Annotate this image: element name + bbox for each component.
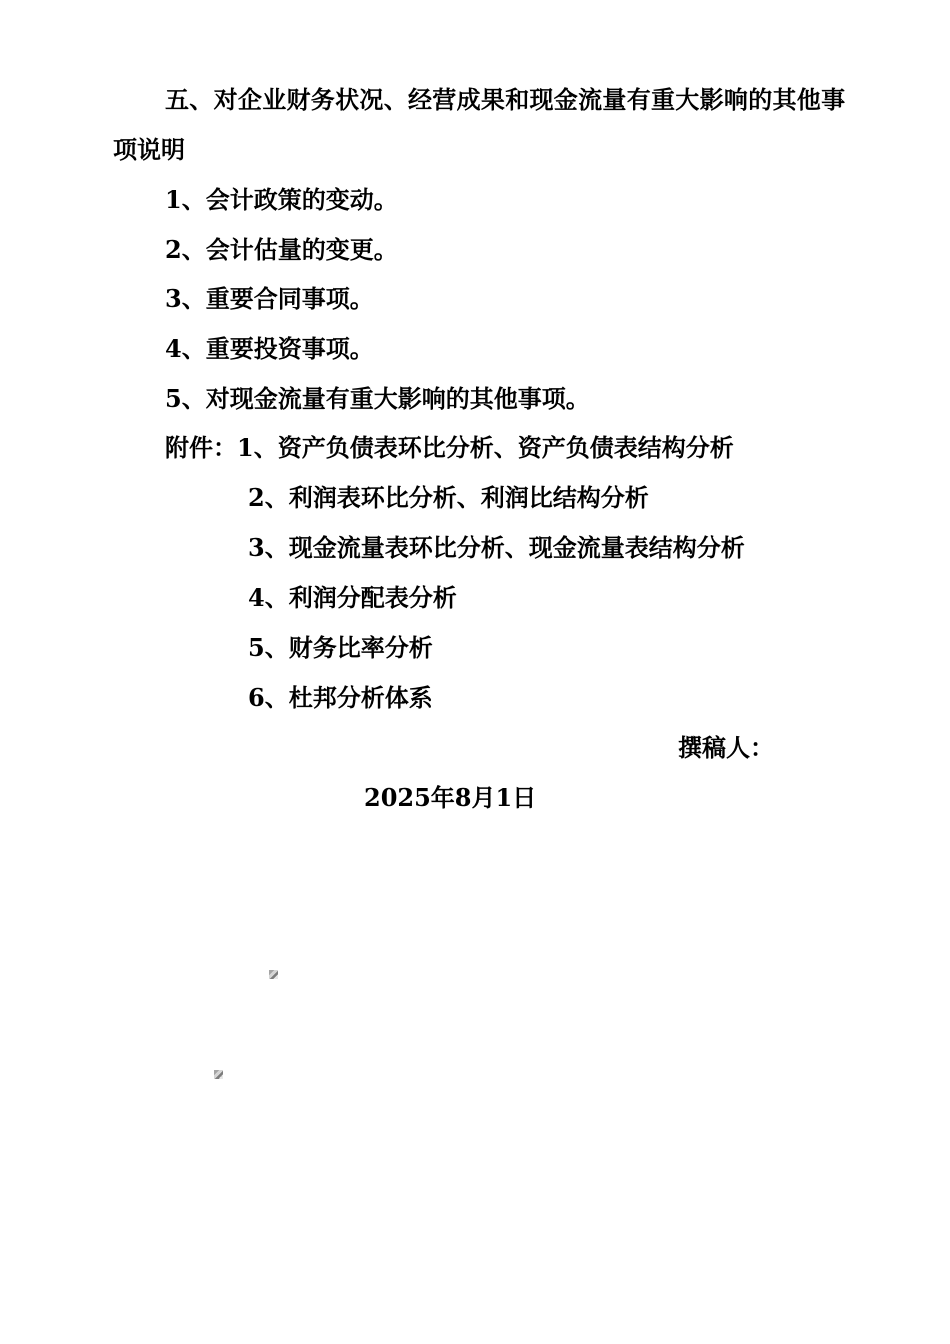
list-item: 5、对现金流量有重大影响的其他事项。 [165,384,590,413]
author-label: 撰稿人： [678,733,774,762]
section-heading-line-1: 五、对企业财务状况、经营成果和现金流量有重大影响的其他事 [165,85,846,114]
list-item: 1、会计政策的变动。 [165,185,398,214]
attachment-item: 6、杜邦分析体系 [248,683,433,712]
image-artifact [269,970,278,979]
list-item: 2、会计估量的变更。 [165,235,398,264]
section-heading-line-2: 项说明 [113,135,185,164]
attachment-item: 5、财务比率分析 [248,633,433,662]
document-date: 2025年8月1日 [364,783,537,812]
list-item: 3、重要合同事项。 [165,284,374,313]
attachment-item: 2、利润表环比分析、利润比结构分析 [248,483,649,512]
attachment-item: 3、现金流量表环比分析、现金流量表结构分析 [248,533,745,562]
image-artifact [214,1070,223,1079]
attachments-label: 附件：1、资产负债表环比分析、资产负债表结构分析 [165,433,734,462]
attachment-item: 4、利润分配表分析 [248,583,457,612]
list-item: 4、重要投资事项。 [165,334,374,363]
